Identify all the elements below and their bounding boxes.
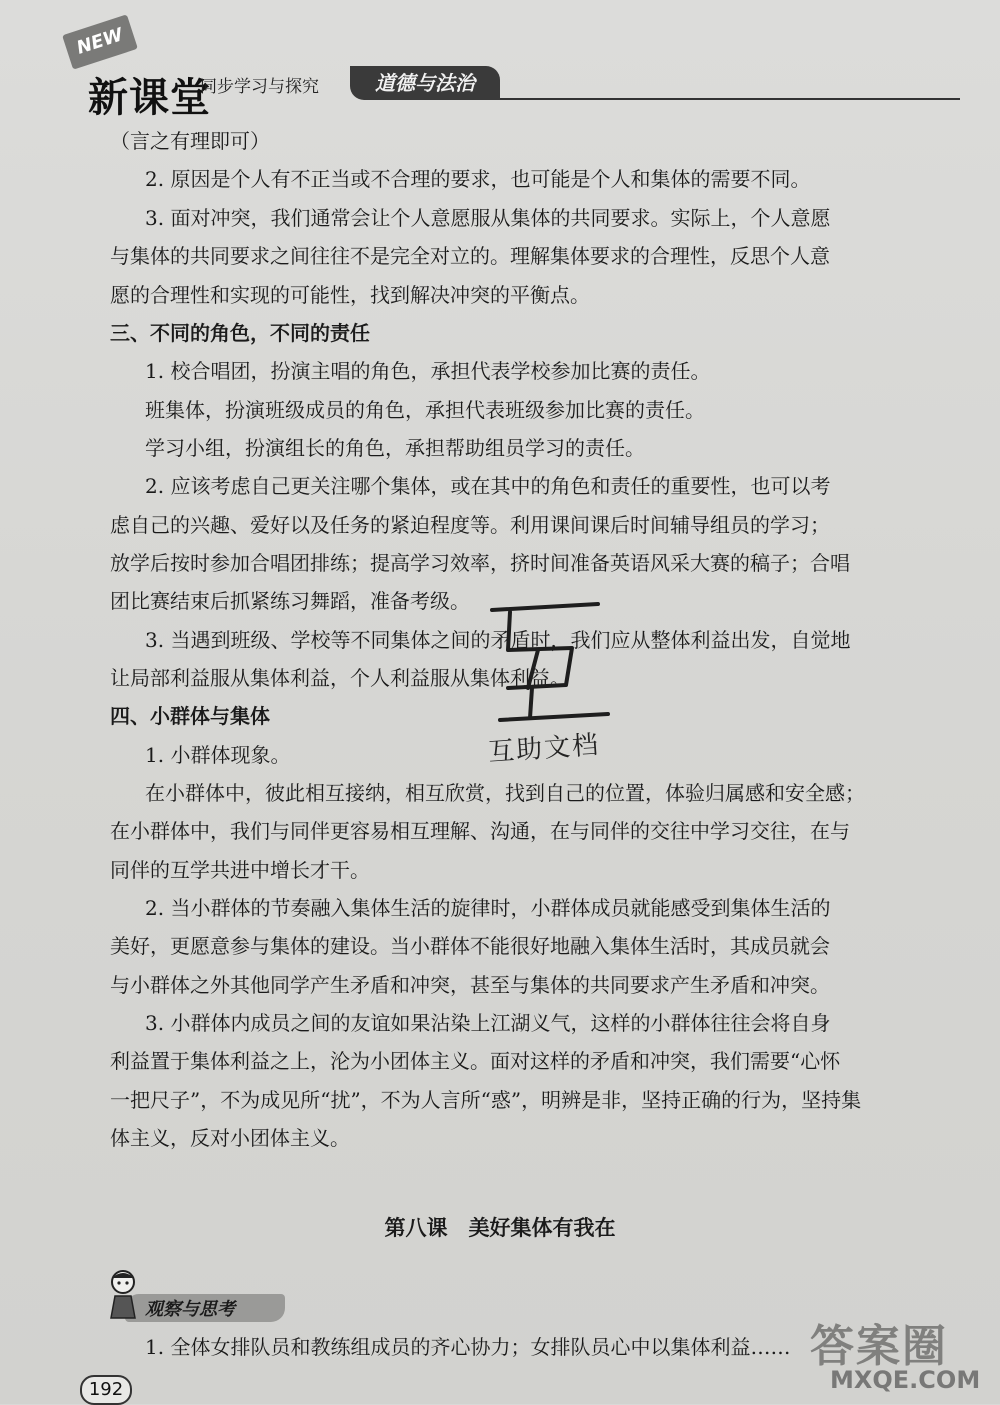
text-line: 1. 小群体现象。 [145, 743, 291, 767]
observe-badge [95, 1268, 285, 1324]
text-line: 与集体的共同要求之间往往不是完全对立的。理解集体要求的合理性，反思个人意 [110, 244, 830, 268]
text-line: 班集体，扮演班级成员的角色，承担代表班级参加比赛的责任。 [145, 398, 705, 422]
brand-title: 新课堂 [88, 75, 211, 121]
text-line: 1. 校合唱团，扮演主唱的角色，承担代表学校参加比赛的责任。 [145, 359, 711, 383]
text-line: 2. 原因是个人有不正当或不合理的要求，也可能是个人和集体的需要不同。 [145, 167, 811, 191]
student-icon [103, 1268, 143, 1322]
text-line: 一把尺子”，不为成见所“扰”，不为人言所“惑”，明辨是非，坚持正确的行为，坚持集 [110, 1088, 862, 1112]
text-line: 让局部利益服从集体利益，个人利益服从集体利益。 [110, 666, 570, 690]
brand-subtitle: 同步学习与探究 [200, 77, 319, 97]
stamp-caption: 互助文档 [487, 730, 602, 768]
subject-tag: 道德与法治 [350, 66, 500, 100]
section-heading: 三、不同的角色，不同的责任 [110, 321, 370, 345]
page-header [60, 20, 960, 120]
observe-label: 观察与思考 [145, 1299, 235, 1320]
text-line: 3. 小群体内成员之间的友谊如果沾染上江湖义气，这样的小群体往往会将自身 [145, 1011, 831, 1035]
text-line: 1. 全体女排队员和教练组成员的齐心协力；女排队员心中以集体利益…… [145, 1335, 791, 1359]
text-line: 利益置于集体利益之上，沦为小团体主义。面对这样的矛盾和冲突，我们需要“心怀 [110, 1049, 841, 1073]
section-heading: 四、小群体与集体 [110, 704, 270, 728]
text-line: 3. 面对冲突，我们通常会让个人意愿服从集体的共同要求。实际上，个人意愿 [145, 206, 831, 230]
text-line: 愿的合理性和实现的可能性，找到解决冲突的平衡点。 [110, 283, 590, 307]
header-rule [500, 98, 960, 100]
text-line: 2. 当小群体的节奏融入集体生活的旋律时，小群体成员就能感受到集体生活的 [145, 896, 831, 920]
text-line: 与小群体之外其他同学产生矛盾和冲突，甚至与集体的共同要求产生矛盾和冲突。 [110, 973, 830, 997]
text-line: 在小群体中，我们与同伴更容易相互理解、沟通，在与同伴的交往中学习交往，在与 [110, 819, 850, 843]
text-line: 同伴的互学共进中增长才干。 [110, 858, 370, 882]
text-line: 学习小组，扮演组长的角色，承担帮助组员学习的责任。 [145, 436, 645, 460]
text-line: 美好，更愿意参与集体的建设。当小群体不能很好地融入集体生活时，其成员就会 [110, 934, 830, 958]
text-line: （言之有理即可） [110, 129, 270, 153]
text-line: 放学后按时参加合唱团排练；提高学习效率，挤时间准备英语风采大赛的稿子；合唱 [110, 551, 850, 575]
page-number: 192 [80, 1375, 132, 1405]
text-line: 团比赛结束后抓紧练习舞蹈，准备考级。 [110, 589, 470, 613]
new-badge: NEW [62, 14, 138, 69]
text-line: 2. 应该考虑自己更关注哪个集体，或在其中的角色和责任的重要性，也可以考 [145, 474, 831, 498]
watermark-logo: 答案圈 [810, 1321, 948, 1372]
text-line: 3. 当遇到班级、学校等不同集体之间的矛盾时，我们应从整体利益出发，自觉地 [145, 628, 851, 652]
lesson-title: 第八课 美好集体有我在 [384, 1216, 616, 1240]
text-line: 在小群体中，彼此相互接纳，相互欣赏，找到自己的位置，体验归属感和安全感； [145, 781, 865, 805]
text-line: 体主义，反对小团体主义。 [110, 1126, 350, 1150]
text-line: 虑自己的兴趣、爱好以及任务的紧迫程度等。利用课间课后时间辅导组员的学习； [110, 513, 830, 537]
watermark-url: MXQE.COM [830, 1366, 981, 1394]
